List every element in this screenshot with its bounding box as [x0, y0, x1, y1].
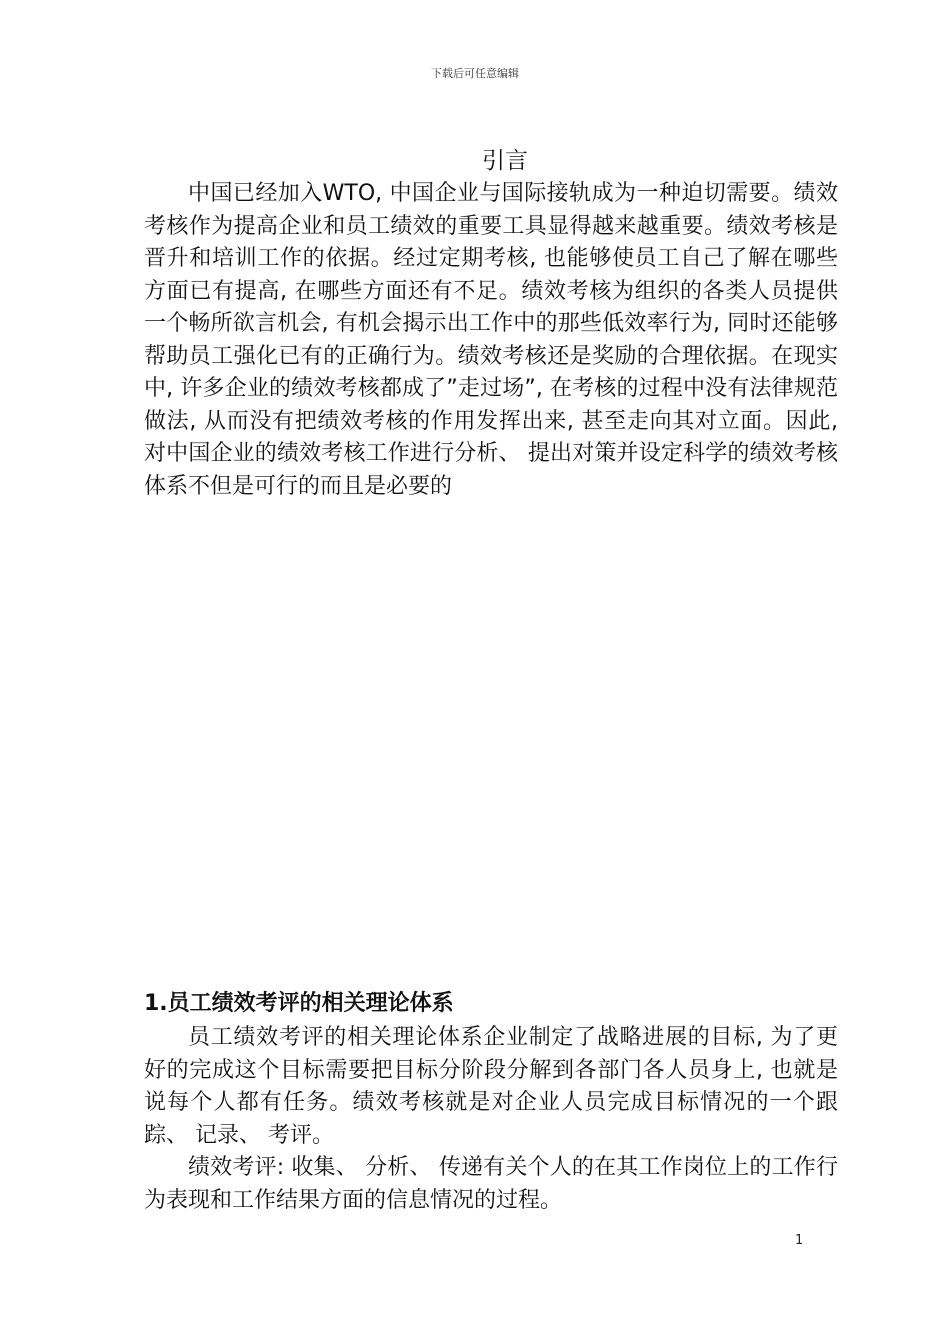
section-heading: 1.员工绩效考评的相关理论体系 — [144, 991, 454, 1016]
section-paragraph-1: 员工绩效考评的相关理论体系企业制定了战略进展的目标, 为了更好的完成这个目标需要把目标分阶段分解到各部门各人员身上, 也就是说每个人都有任务。绩效考核就是对企业人员完成目标情况的一个跟踪、 记录、 考评。 — [144, 1025, 838, 1148]
intro-paragraph: 中国已经加入WTO, 中国企业与国际接轨成为一种迫切需要。绩效考核作为提高企业和员工绩效的重要工具显得越来越重要。绩效考核是晋升和培训工作的依据。经过定期考核, 也能够使员工自己了解在哪些方面已有提高, 在哪些方面还有不足。绩效考核为组织的各类人员提供一个畅所欲言机会, 有机会揭示出工作中的那些低效率行为, 同时还能够帮助员工强化已有的正确行为。绩效考核还是奖励的合理依据。在现实中, 许多企业的绩效考核都成了”走过场”, 在考核的过程中没有法律规范做法, 从而没有把绩效考核的作用发挥出来, 甚至走向其对立面。因此, 对中国企业的绩效考核工作进行分析、 提出对策并设定科学的绩效考核体系不但是可行的而且是必要的 — [144, 181, 838, 499]
page-title: 引言 — [482, 148, 528, 174]
section-body — [144, 1022, 838, 1217]
intro-section — [144, 178, 838, 503]
header-note: 下载后可任意编辑 — [431, 67, 519, 80]
page-number: 1 — [795, 1233, 804, 1248]
section-paragraph-2: 绩效考评: 收集、 分析、 传递有关个人的在其工作岗位上的工作行为表现和工作结果方面的信息情况的过程。 — [144, 1155, 838, 1213]
